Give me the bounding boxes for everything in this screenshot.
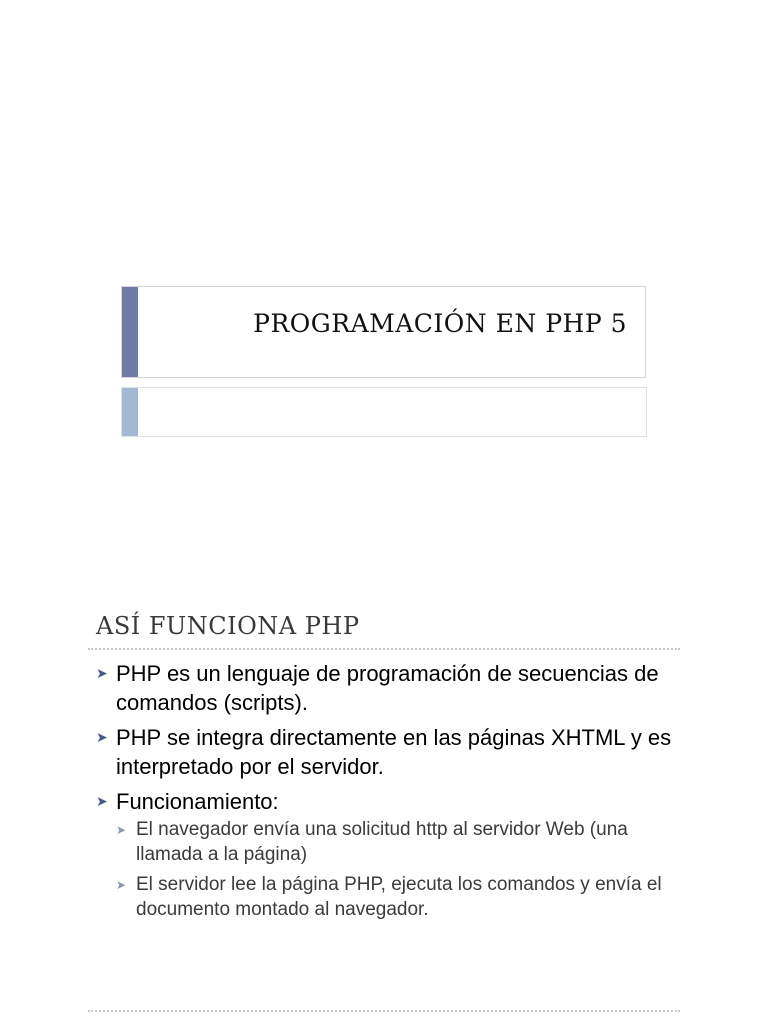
bullet-item [96, 787, 680, 922]
heading-divider [88, 648, 680, 650]
arrowhead-bullet-icon: ➤ [96, 665, 108, 681]
arrowhead-bullet-icon: ➤ [96, 729, 108, 745]
subtitle-accent-bar [122, 388, 138, 436]
sub-bullet-item [116, 818, 680, 867]
sub-bullet-text: El servidor lee la página PHP, ejecuta los comandos y envía el documento montado al navegador. [136, 874, 662, 920]
bullet-text: Funcionamiento: [116, 789, 279, 814]
sub-bullet-text: El navegador envía una solicitud http al servidor Web (una llamada a la página) [136, 819, 628, 865]
title-accent-bar [122, 287, 138, 377]
bullet-item [96, 723, 680, 781]
title-box [121, 286, 646, 378]
arrowhead-bullet-icon: ➤ [116, 823, 127, 837]
subtitle-box [121, 387, 647, 437]
footer-divider [88, 1010, 680, 1012]
slide-heading: ASÍ FUNCIONA PHP [96, 612, 360, 640]
content-slide [0, 512, 768, 1024]
bullet-item [96, 659, 680, 717]
sub-bullet-list [116, 818, 680, 922]
arrowhead-bullet-icon: ➤ [116, 878, 127, 892]
presentation-title: PROGRAMACIÓN EN PHP 5 [253, 309, 627, 338]
arrowhead-bullet-icon: ➤ [96, 793, 108, 809]
bullet-text: PHP se integra directamente en las páginas XHTML y es interpretado por el servidor. [116, 725, 672, 779]
bullet-list [96, 659, 680, 928]
bullet-text: PHP es un lenguaje de programación de secuencias de comandos (scripts). [116, 661, 659, 715]
sub-bullet-item [116, 873, 680, 922]
